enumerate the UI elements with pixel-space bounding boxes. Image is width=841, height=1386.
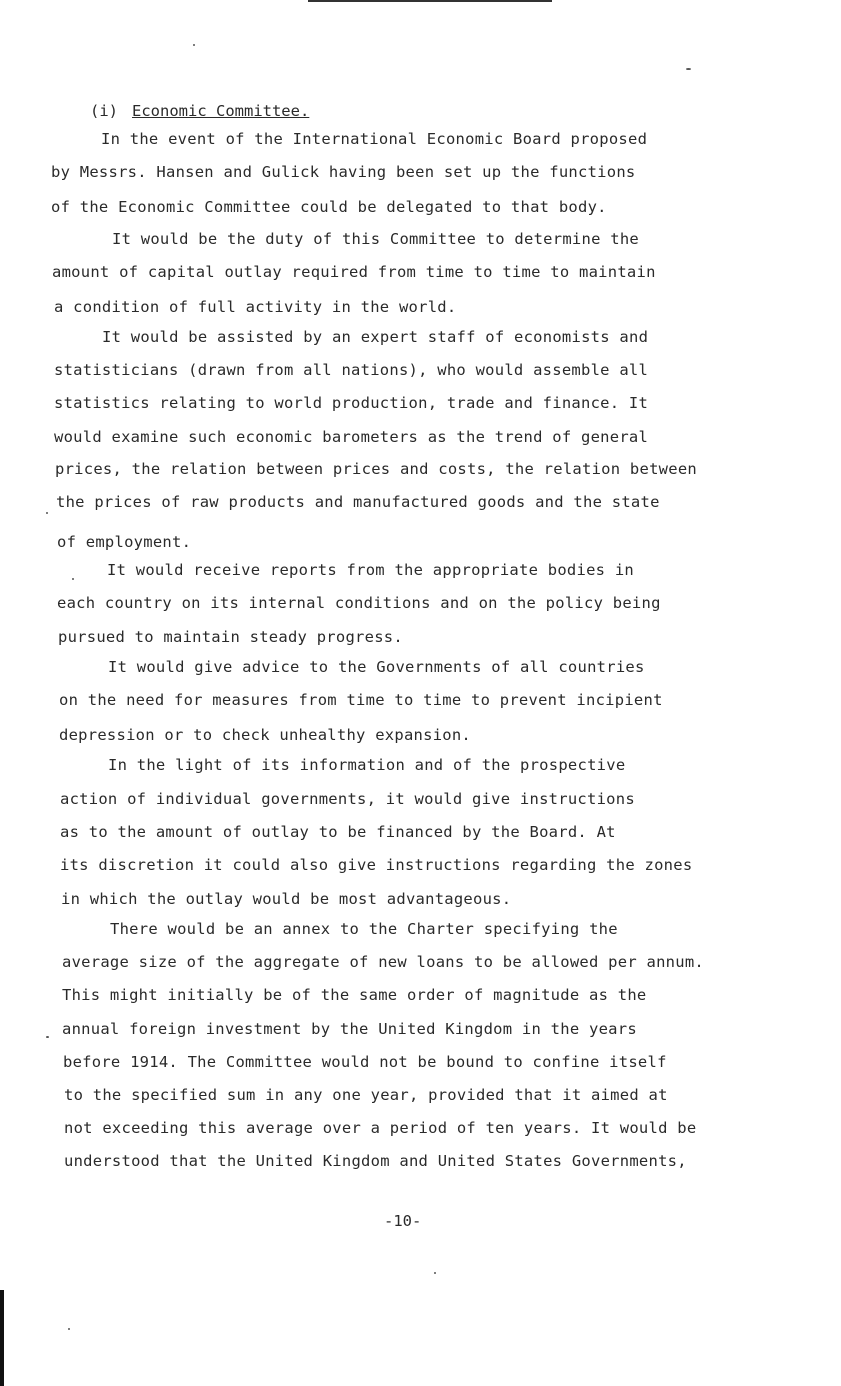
speck <box>68 1328 70 1330</box>
text-line: before 1914. The Committee would not be bound to confine itself <box>63 1053 667 1071</box>
text-line: statistics relating to world production, trade and finance. It <box>54 394 649 412</box>
speck <box>193 44 195 46</box>
text-line: in which the outlay would be most advantageous. <box>61 890 512 908</box>
text-line: amount of capital outlay required from time to time to maintain <box>52 263 656 281</box>
text-line: to the specified sum in any one year, provided that it aimed at <box>64 1086 668 1104</box>
text-line: This might initially be of the same order of magnitude as the <box>62 986 647 1004</box>
text-line: In the light of its information and of the prospective <box>108 756 626 774</box>
text-line: pursued to maintain steady progress. <box>58 628 403 646</box>
speck <box>72 578 74 580</box>
text-line: prices, the relation between prices and costs, the relation between <box>55 460 697 478</box>
text-line: It would be the duty of this Committee to determine the <box>112 230 639 248</box>
text-line: on the need for measures from time to time to prevent incipient <box>59 691 663 709</box>
top-rule <box>308 0 552 2</box>
text-line: In the event of the International Economic Board proposed <box>101 130 648 148</box>
scan-edge-bar <box>0 1290 4 1386</box>
text-line: It would give advice to the Governments of all countries <box>108 658 645 676</box>
text-line: by Messrs. Hansen and Gulick having been set up the functions <box>51 163 636 181</box>
page-number: -10- <box>384 1212 422 1230</box>
text-line: There would be an annex to the Charter specifying the <box>110 920 618 938</box>
section-number: (i) <box>90 102 118 120</box>
text-line: depression or to check unhealthy expansion. <box>59 726 472 744</box>
text-line: each country on its internal conditions and on the policy being <box>57 594 661 612</box>
text-line: of employment. <box>57 533 192 551</box>
section-title: Economic Committee. <box>132 102 310 120</box>
speck <box>46 512 48 514</box>
text-line: action of individual governments, it would give instructions <box>60 790 635 808</box>
text-line: statisticians (drawn from all nations), who would assemble all <box>54 361 649 379</box>
speck <box>46 1036 49 1038</box>
text-line: would examine such economic barometers as the trend of general <box>54 428 649 446</box>
text-line: It would receive reports from the appropriate bodies in <box>107 561 634 579</box>
text-line: its discretion it could also give instructions regarding the zones <box>60 856 693 874</box>
text-line: the prices of raw products and manufactured goods and the state <box>56 493 660 511</box>
section-heading <box>90 102 309 120</box>
speck <box>686 68 691 70</box>
text-line: of the Economic Committee could be delegated to that body. <box>51 198 607 216</box>
text-line: as to the amount of outlay to be financed by the Board. At <box>60 823 616 841</box>
text-line: a condition of full activity in the world. <box>54 298 457 316</box>
text-line: annual foreign investment by the United Kingdom in the years <box>62 1020 637 1038</box>
speck <box>434 1272 436 1274</box>
text-line: It would be assisted by an expert staff of economists and <box>102 328 649 346</box>
text-line: average size of the aggregate of new loans to be allowed per annum. <box>62 953 704 971</box>
text-line: understood that the United Kingdom and United States Governments, <box>64 1152 687 1170</box>
text-line: not exceeding this average over a period of ten years. It would be <box>64 1119 697 1137</box>
